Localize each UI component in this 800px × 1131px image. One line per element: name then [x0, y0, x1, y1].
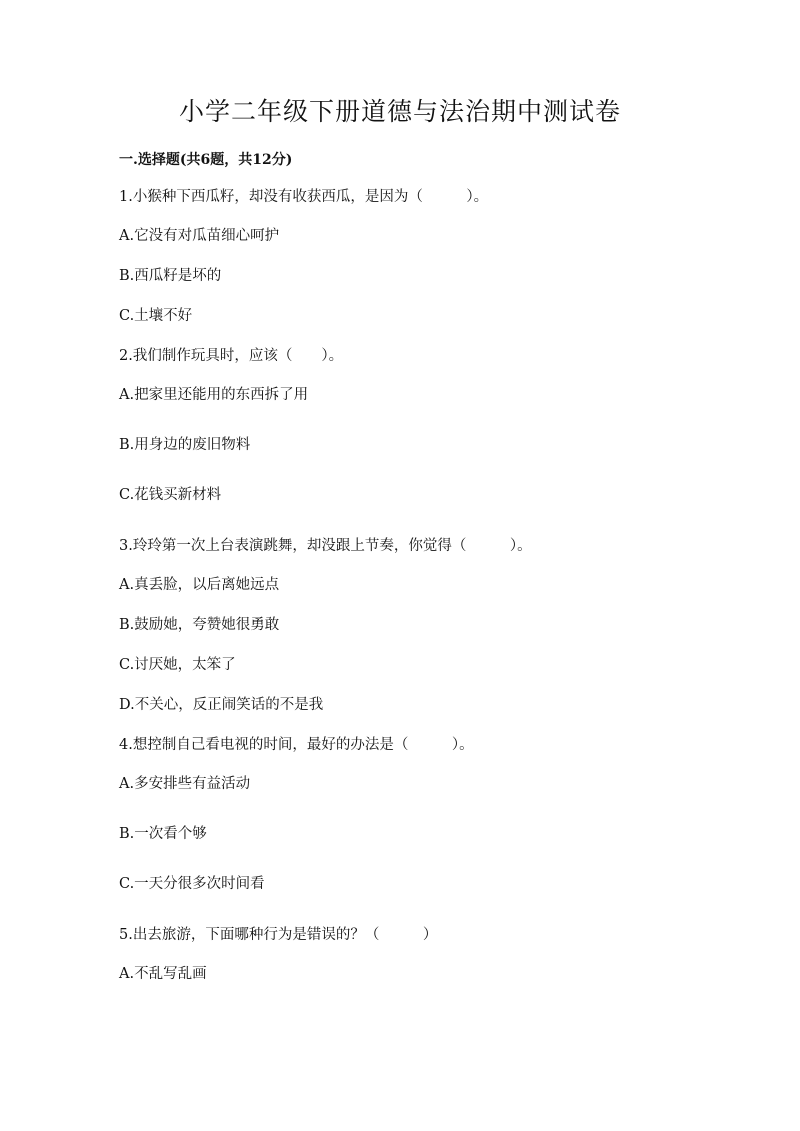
question-2-option-b: B.用身边的废旧物料 [119, 437, 251, 453]
question-2-option-c: C.花钱买新材料 [119, 487, 222, 503]
question-3-option-c: C.讨厌她，太笨了 [119, 657, 236, 673]
question-1-option-c: C.土壤不好 [119, 308, 193, 324]
question-3-option-d: D.不关心，反正闹笑话的不是我 [119, 697, 324, 713]
question-1-option-b: B.西瓜籽是坏的 [119, 268, 222, 284]
question-3-option-b: B.鼓励她，夸赞她很勇敢 [119, 617, 280, 633]
question-4-option-b: B.一次看个够 [119, 826, 207, 842]
question-1-stem: 1.小猴种下西瓜籽，却没有收获西瓜，是因为（ ）。 [119, 189, 489, 205]
question-2-stem: 2.我们制作玩具时，应该（ ）。 [119, 348, 344, 364]
question-5-stem: 5.出去旅游，下面哪种行为是错误的？（ ） [119, 927, 438, 943]
question-5-option-a: A.不乱写乱画 [119, 966, 207, 982]
question-1-option-a: A.它没有对瓜苗细心呵护 [119, 228, 280, 244]
question-4-option-a: A.多安排些有益活动 [119, 776, 251, 792]
question-2-option-a: A.把家里还能用的东西拆了用 [119, 387, 309, 403]
section-heading: 一.选择题(共6题，共12分) [119, 152, 293, 168]
question-3-stem: 3.玲玲第一次上台表演跳舞，却没跟上节奏，你觉得（ ）。 [119, 538, 532, 554]
question-4-stem: 4.想控制自己看电视的时间，最好的办法是（ ）。 [119, 737, 474, 753]
question-4-option-c: C.一天分很多次时间看 [119, 876, 265, 892]
page-title: 小学二年级下册道德与法治期中测试卷 [178, 97, 621, 126]
question-3-option-a: A.真丢脸，以后离她远点 [119, 577, 280, 593]
